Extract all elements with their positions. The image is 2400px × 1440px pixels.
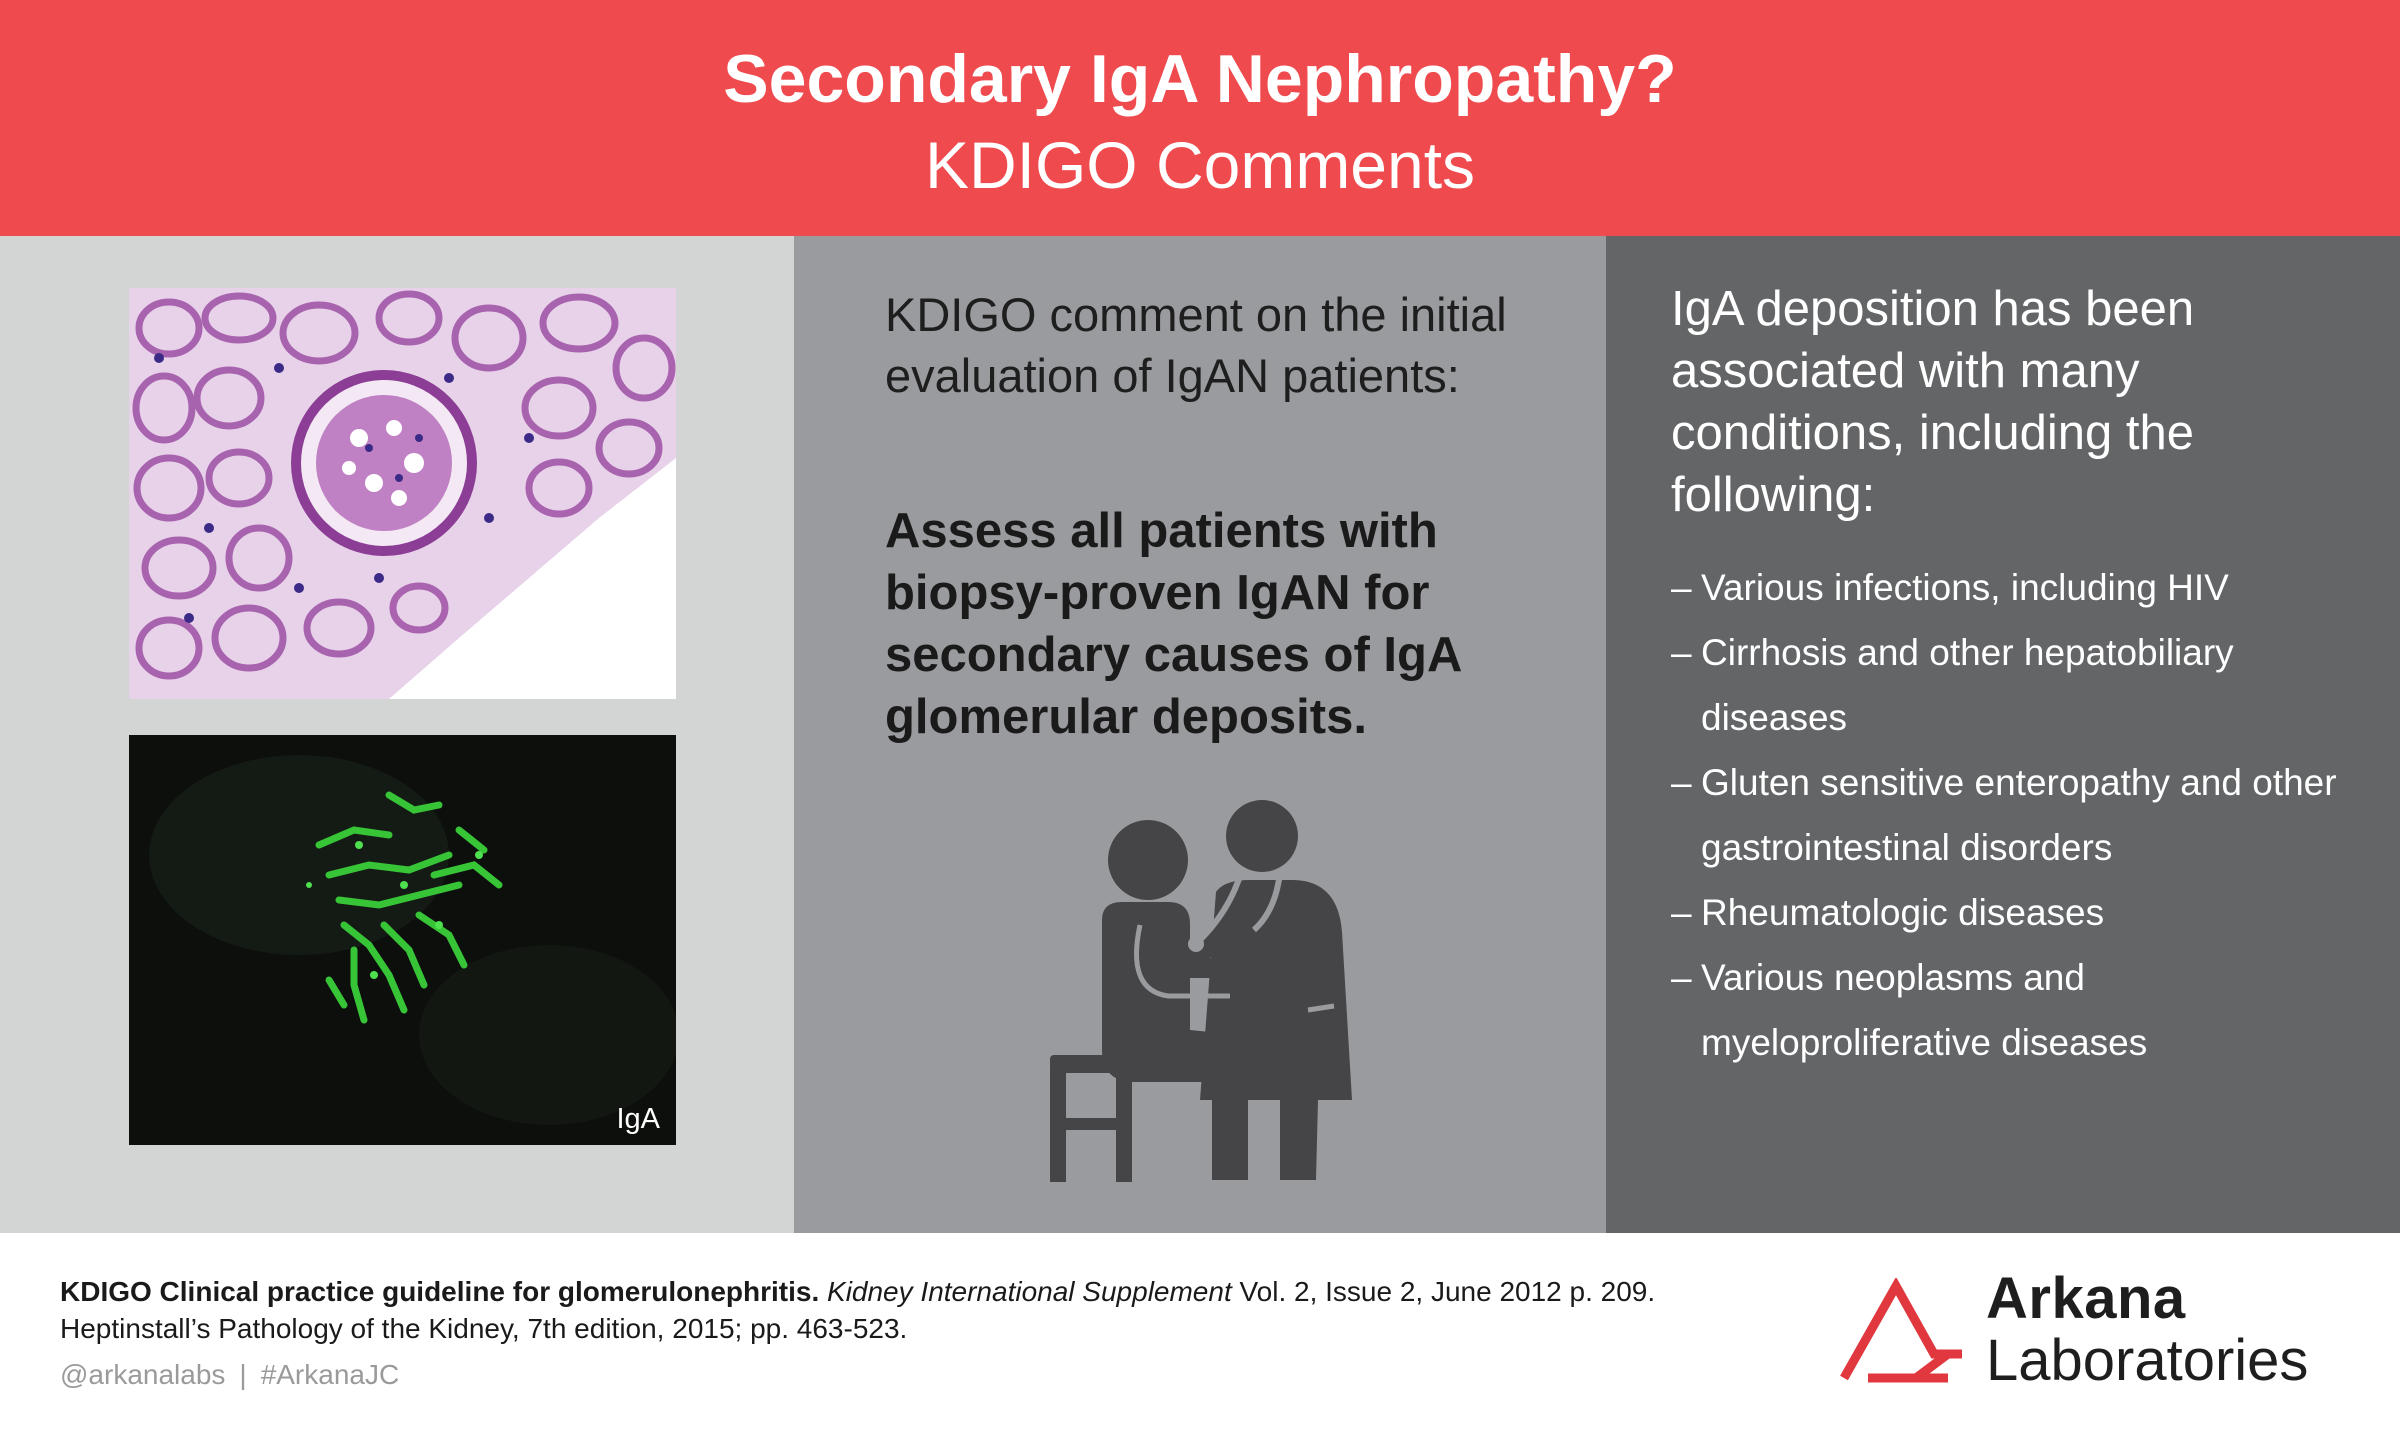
conditions-heading: IgA deposition has been associated with many conditions, including the following:: [1671, 282, 2195, 522]
fluorescence-label: IgA: [616, 1103, 660, 1135]
conditions-list: [1671, 555, 2371, 1075]
page-subtitle: KDIGO Comments: [924, 128, 1476, 202]
social-handle[interactable]: @arkanalabs: [60, 1359, 226, 1390]
list-item: – Cirrhosis and other hepatobiliary diseases: [1671, 620, 2371, 750]
reference-kdigo-detail: Vol. 2, Issue 2, June 2012 p. 209.: [1239, 1276, 1656, 1307]
reference-kdigo-title: KDIGO Clinical practice guideline for glomerulonephritis.: [60, 1276, 820, 1307]
logo-subtitle: Laboratories: [1986, 1328, 2309, 1393]
list-item: – Rheumatologic diseases: [1671, 880, 2371, 945]
logo-name: Arkana: [1986, 1266, 2186, 1331]
histology-image: [129, 288, 676, 699]
page-title: Secondary IgA Nephropathy?: [723, 41, 1677, 117]
list-item: – Gluten sensitive enteropathy and other gastrointestinal disorders: [1671, 750, 2371, 880]
reference-kdigo-journal: Kidney International Supplement: [827, 1276, 1232, 1307]
doctor-patient-icon: [1040, 800, 1380, 1190]
kdigo-intro-text: KDIGO comment on the initial evaluation of IgAN patients:: [885, 288, 1507, 402]
immunofluorescence-image: [129, 735, 676, 1145]
social-hashtag[interactable]: #ArkanaJC: [260, 1359, 400, 1390]
list-item: – Various neoplasms and myeloproliferative diseases: [1671, 945, 2371, 1075]
header-banner: [0, 0, 2400, 236]
arkana-logo-icon: [1838, 1278, 1968, 1384]
list-item: – Various infections, including HIV: [1671, 555, 2371, 620]
reference-kdigo: [60, 1273, 1655, 1311]
reference-heptinstall: Heptinstall’s Pathology of the Kidney, 7th edition, 2015; pp. 463-523.: [60, 1313, 908, 1344]
social-separator: |: [239, 1359, 247, 1390]
social-links: [60, 1356, 399, 1394]
kdigo-recommendation: Assess all patients with biopsy-proven IgAN for secondary causes of IgA glomerular deposits.: [885, 504, 1461, 744]
